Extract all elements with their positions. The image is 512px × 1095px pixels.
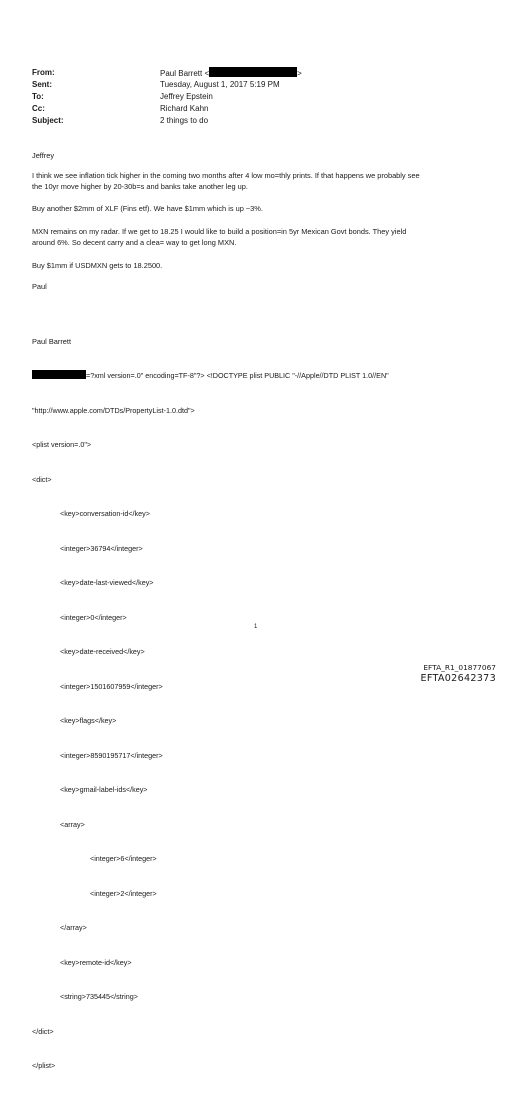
from-name: Paul Barrett < <box>160 69 210 78</box>
plist-line: <key>date-received</key> <box>60 647 145 656</box>
signoff-text: Paul <box>32 282 47 291</box>
email-paragraph-2 <box>32 203 482 214</box>
plist-line: <string>735445</string> <box>60 992 138 1001</box>
plist-line: <integer>0</integer> <box>60 612 127 622</box>
paragraph-3-line-1: MXN remains on my radar. If we get to 18.25 I would like to build a position=in 5yr Mexican Govt bonds. They yield <box>32 227 407 236</box>
paragraph-1-line-1: I think we see inflation tick higher in the coming two months after 4 low mo=thly prints. If that happens we probably see <box>32 171 420 180</box>
from-suffix: > <box>297 69 302 78</box>
plist-line: </array> <box>60 923 87 932</box>
to-label: To: <box>32 92 44 101</box>
sent-label: Sent: <box>32 80 52 89</box>
greeting-text: Jeffrey <box>32 151 55 160</box>
redaction-box <box>32 370 86 379</box>
header-subject-row <box>32 115 302 127</box>
footer-reference-2: EFTA02642373 <box>420 673 496 684</box>
plist-line: <key>gmail-label-ids</key> <box>60 785 148 794</box>
email-header <box>32 67 302 127</box>
header-from-row <box>32 67 302 79</box>
header-cc-row <box>32 103 302 115</box>
plist-line: <array> <box>60 819 85 829</box>
redaction-box <box>209 67 297 77</box>
signature-block <box>32 336 482 347</box>
plist-line: <integer>6</integer> <box>90 854 157 863</box>
plist-line: <plist version=.0"> <box>32 440 92 449</box>
plist-block <box>32 347 389 1095</box>
footer-reference-1: EFTA_R1_01877067 <box>423 663 496 672</box>
plist-line: <integer>1501607959</integer> <box>60 681 163 691</box>
paragraph-3-line-2: around 6%. So decent carry and a clea= way to get long MXN. <box>32 238 237 247</box>
plist-line: <key>date-last-viewed</key> <box>60 578 154 587</box>
plist-line: </plist> <box>32 1061 56 1070</box>
plist-line: <integer>36794</integer> <box>60 543 143 553</box>
cc-value: Richard Kahn <box>160 104 209 113</box>
header-to-row <box>32 91 302 103</box>
signature-name: Paul Barrett <box>32 337 72 346</box>
plist-line <box>32 370 389 382</box>
plist-xml-declaration: =?xml version=.0" encoding=TF-8"?> <!DOCTYPE plist PUBLIC "-//Apple//DTD PLIST 1.0//EN" <box>86 371 389 380</box>
plist-line: <integer>8590195717</integer> <box>60 750 163 760</box>
from-value <box>160 67 302 79</box>
page-number: 1 <box>254 624 258 630</box>
email-greeting <box>32 150 482 161</box>
email-paragraph-1 <box>32 170 482 192</box>
plist-line: <key>conversation-id</key> <box>60 509 150 518</box>
header-sent-row <box>32 79 302 91</box>
paragraph-1-line-2: the 10yr move higher by 20-30b=s and banks take another leg up. <box>32 182 248 191</box>
plist-line: </dict> <box>32 1026 54 1036</box>
plist-line: <key>flags</key> <box>60 716 117 725</box>
paragraph-4-text: Buy $1mm if USDMXN gets to 18.2500. <box>32 261 163 270</box>
subject-value: 2 things to do <box>160 116 209 125</box>
paragraph-2-text: Buy another $2mm of XLF (Fins etf). We have $1mm which is up ~3%. <box>32 204 263 213</box>
subject-label: Subject: <box>32 116 64 125</box>
plist-line: "http://www.apple.com/DTDs/PropertyList-1.0.dtd"> <box>32 405 195 415</box>
email-paragraph-4 <box>32 260 482 271</box>
email-paragraph-3 <box>32 226 482 248</box>
plist-line: <integer>2</integer> <box>90 888 157 898</box>
sent-value: Tuesday, August 1, 2017 5:19 PM <box>160 80 280 89</box>
plist-line: <dict> <box>32 474 52 484</box>
plist-line: <key>remote-id</key> <box>60 957 132 967</box>
from-label: From: <box>32 68 55 77</box>
to-value: Jeffrey Epstein <box>160 92 213 101</box>
cc-label: Cc: <box>32 104 45 113</box>
email-signoff <box>32 281 482 292</box>
